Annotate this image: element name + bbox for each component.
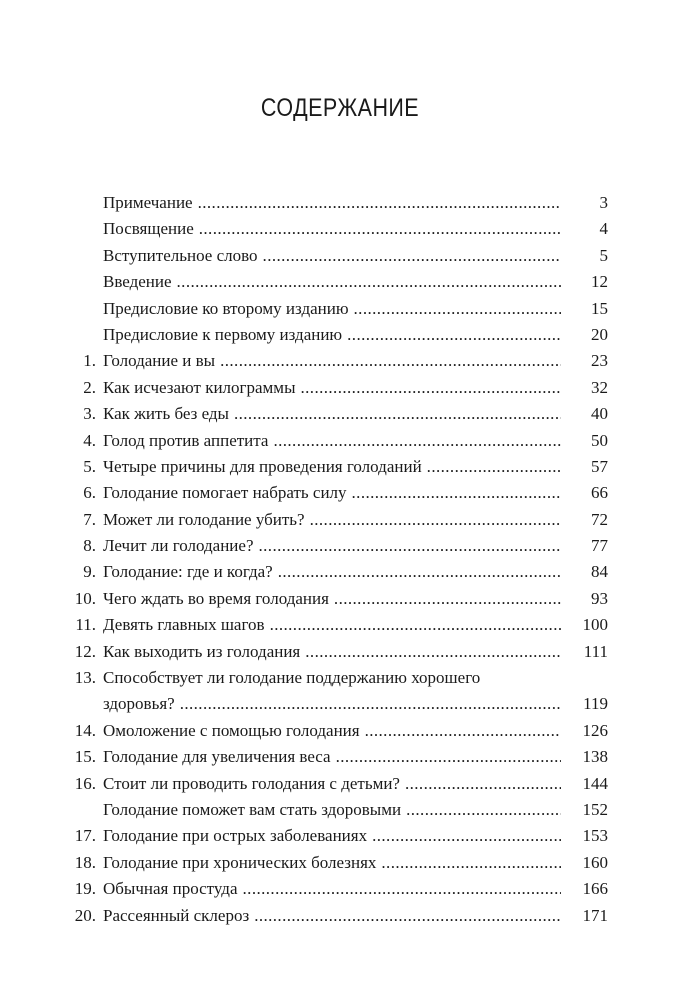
toc-entry (0, 428, 680, 454)
toc-entry-label: Голодание поможет вам стать здоровыми (103, 800, 402, 819)
dot-leader (254, 903, 561, 929)
toc-entry-page-number: 66 (591, 483, 608, 503)
toc-entry-label: Чего ждать во время голодания (103, 588, 329, 608)
toc-entry-page-number: 23 (591, 351, 608, 371)
toc-entry-title (103, 190, 561, 216)
dot-leader (427, 454, 561, 480)
toc-entry-title (103, 718, 561, 744)
dot-leader (177, 269, 561, 295)
toc-entry-label: Примечание (103, 193, 193, 212)
toc-entry-title (103, 559, 561, 585)
toc-entry-title (103, 665, 561, 718)
toc-entry (0, 401, 680, 427)
toc-entry-number: 14. (74, 720, 96, 740)
toc-entry-page-number: 111 (583, 641, 608, 661)
toc-entry-title (103, 216, 561, 242)
dot-leader (234, 401, 561, 427)
toc-entry (0, 480, 680, 506)
toc-entry-title (103, 744, 561, 770)
toc-entry-number: 5. (83, 456, 96, 476)
toc-entry-label: Голодание при острых заболеваниях (103, 826, 368, 846)
toc-entry-number: 7. (83, 509, 96, 529)
toc-entry-page-number: 77 (591, 536, 608, 556)
toc-entry (0, 876, 680, 902)
toc-entry-page-number: 12 (591, 272, 608, 292)
dot-leader (381, 850, 561, 876)
toc-entry (0, 533, 680, 559)
toc-entry-page-number: 32 (591, 377, 608, 397)
toc-entry-page-number: 153 (582, 826, 608, 846)
toc-entry (0, 586, 680, 612)
toc-entry-title (103, 296, 561, 322)
dot-leader (198, 190, 561, 216)
toc-entry (0, 296, 680, 322)
toc-entry-number: 19. (74, 879, 96, 899)
toc-entry (0, 243, 680, 269)
dot-leader (243, 876, 561, 902)
toc-entry (0, 850, 680, 876)
toc-entry-label: Обычная простуда (103, 879, 238, 899)
table-of-contents (0, 190, 680, 929)
toc-entry-page-number: 20 (591, 324, 608, 344)
toc-entry-page-number: 171 (582, 905, 608, 925)
toc-entry-page-number: 5 (599, 245, 608, 265)
toc-entry-label: Как жить без еды (103, 404, 229, 424)
toc-entry-label: Голодание при хронических болезнях (103, 852, 377, 872)
toc-entry-title (103, 903, 561, 929)
toc-entry-title (103, 375, 561, 401)
toc-entry (0, 823, 680, 849)
toc-entry-title (103, 269, 561, 295)
dot-leader (372, 823, 561, 849)
dot-leader (270, 612, 561, 638)
toc-entry-label: Четыре причины для проведения голоданий (103, 456, 422, 476)
toc-entry-label: Лечит ли голодание? (103, 536, 254, 556)
toc-entry-page-number: 144 (582, 773, 608, 793)
toc-entry-number: 16. (74, 773, 96, 793)
toc-entry-number: 11. (75, 615, 96, 635)
dot-leader (220, 348, 561, 374)
toc-entry-label: здоровья? (103, 694, 175, 714)
toc-entry-title (103, 322, 561, 348)
toc-entry-label: Рассеянный склероз (103, 905, 250, 925)
toc-entry-label: Способствует ли голодание поддержанию хорошего (103, 668, 481, 688)
toc-entry-page-number: 84 (591, 562, 608, 582)
toc-entry-page-number: 152 (582, 800, 608, 819)
toc-entry (0, 612, 680, 638)
toc-entry-title (103, 586, 561, 612)
toc-entry-label: Предисловие ко второму изданию (103, 298, 349, 318)
toc-entry-label: Стоит ли проводить голодания с детьми? (103, 773, 400, 793)
toc-entry-title (103, 401, 561, 427)
dot-leader (259, 533, 562, 559)
toc-entry-label: Посвящение (103, 219, 194, 239)
toc-entry-title (103, 507, 561, 533)
toc-entry (0, 771, 680, 797)
toc-entry-page-number: 93 (591, 588, 608, 608)
toc-entry-page-number: 100 (582, 615, 608, 635)
toc-entry-label: Предисловие к первому изданию (103, 324, 343, 344)
toc-entry (0, 190, 680, 216)
toc-entry-number: 15. (74, 747, 96, 767)
toc-entry (0, 269, 680, 295)
toc-entry-label: Как исчезают килограммы (103, 377, 296, 397)
toc-entry-page-number: 166 (582, 879, 608, 899)
toc-entry-label: Вступительное слово (103, 245, 258, 265)
toc-entry-number: 20. (74, 905, 96, 925)
toc-entry (0, 797, 680, 823)
toc-entry-number: 18. (74, 852, 96, 872)
toc-entry-number: 1. (83, 351, 96, 371)
dot-leader (180, 691, 561, 717)
toc-entry-page-number: 4 (599, 219, 608, 239)
toc-entry-title (103, 823, 561, 849)
toc-entry-number: 2. (83, 377, 96, 397)
toc-entry-number: 4. (83, 430, 96, 450)
toc-entry-page-number: 72 (591, 509, 608, 529)
toc-entry (0, 322, 680, 348)
toc-entry-title (103, 243, 561, 269)
toc-entry (0, 903, 680, 929)
page-title: СОДЕРЖАНИЕ (260, 94, 420, 122)
toc-entry (0, 454, 680, 480)
toc-entry-title (103, 612, 561, 638)
toc-entry-label: Введение (103, 272, 172, 292)
toc-entry-title (103, 639, 561, 665)
toc-entry-label: Голод против аппетита (103, 430, 269, 450)
toc-entry-page-number: 160 (582, 852, 608, 872)
toc-entry-label: Может ли голодание убить? (103, 509, 305, 529)
toc-entry-title (103, 348, 561, 374)
toc-entry-page-number: 50 (591, 430, 608, 450)
toc-entry-number: 8. (83, 536, 96, 556)
toc-entry-label: Как выходить из голодания (103, 641, 301, 661)
toc-entry-page-number: 138 (582, 747, 608, 767)
toc-entry (0, 507, 680, 533)
toc-entry-label: Омоложение с помощью голодания (103, 720, 360, 740)
dot-leader (310, 507, 561, 533)
toc-entry-title (103, 797, 561, 823)
toc-entry (0, 375, 680, 401)
dot-leader (352, 480, 561, 506)
toc-entry-number: 10. (74, 588, 96, 608)
toc-entry-number: 12. (74, 641, 96, 661)
dot-leader (347, 322, 561, 348)
toc-entry (0, 744, 680, 770)
dot-leader (273, 428, 561, 454)
toc-entry-label: Голодание помогает набрать силу (103, 483, 347, 503)
toc-entry-title (103, 771, 561, 797)
dot-leader (406, 797, 561, 823)
toc-entry-label: Девять главных шагов (103, 615, 265, 635)
toc-entry-title (103, 480, 561, 506)
toc-entry-page-number: 57 (591, 456, 608, 476)
toc-entry (0, 216, 680, 242)
dot-leader (365, 718, 561, 744)
dot-leader (263, 243, 561, 269)
toc-entry-number: 3. (83, 404, 96, 424)
toc-entry-page-number: 40 (591, 404, 608, 424)
dot-leader (305, 639, 561, 665)
toc-entry-title (103, 454, 561, 480)
dot-leader (301, 375, 562, 401)
toc-entry (0, 718, 680, 744)
dot-leader (199, 216, 561, 242)
dot-leader (354, 296, 561, 322)
toc-entry (0, 348, 680, 374)
toc-entry-page-number: 15 (591, 298, 608, 318)
dot-leader (405, 771, 561, 797)
toc-entry-number: 17. (74, 826, 96, 846)
toc-entry-page-number: 3 (599, 193, 608, 212)
dot-leader (336, 744, 561, 770)
toc-entry-title (103, 876, 561, 902)
toc-entry-label: Голодание: где и когда? (103, 562, 273, 582)
toc-entry (0, 559, 680, 585)
toc-entry-number: 13. (74, 668, 96, 688)
toc-entry-label: Голодание для увеличения веса (103, 747, 331, 767)
toc-entry-page-number: 126 (582, 720, 608, 740)
toc-entry (0, 665, 680, 718)
toc-entry-title (103, 850, 561, 876)
toc-entry-number: 9. (83, 562, 96, 582)
toc-entry-title (103, 533, 561, 559)
toc-entry-page-number: 119 (583, 694, 608, 714)
dot-leader (334, 586, 561, 612)
toc-entry-label: Голодание и вы (103, 351, 216, 371)
dot-leader (278, 559, 561, 585)
toc-entry-number: 6. (83, 483, 96, 503)
toc-entry-title (103, 428, 561, 454)
toc-entry (0, 639, 680, 665)
